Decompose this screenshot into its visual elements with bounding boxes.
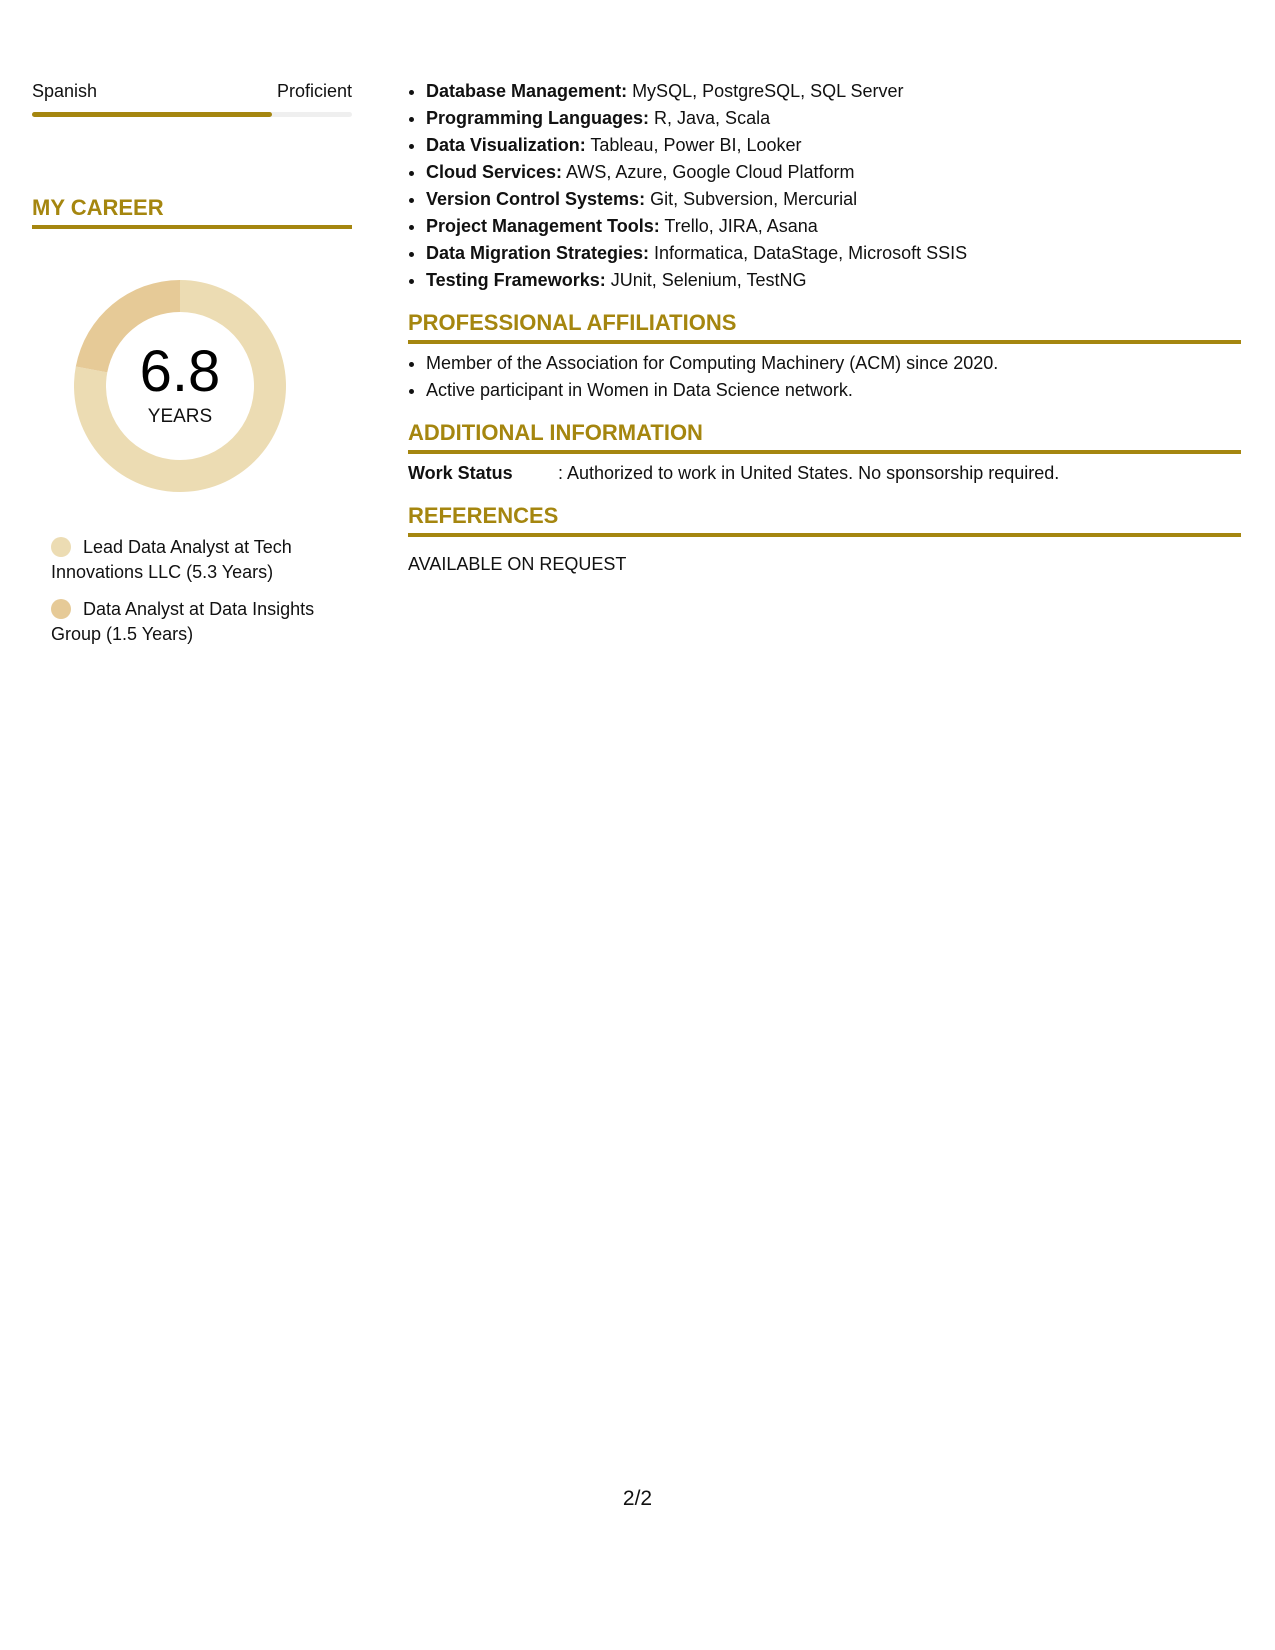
page-number: 2/2 bbox=[622, 1487, 653, 1510]
left-column bbox=[32, 78, 352, 659]
skill-values: Trello, JIRA, Asana bbox=[659, 216, 818, 236]
skills-list bbox=[408, 78, 1241, 294]
legend-dot bbox=[51, 599, 71, 619]
affiliation-item: • Member of the Association for Computing Machinery (ACM) since 2020. bbox=[426, 350, 1241, 377]
skill-item bbox=[426, 186, 1241, 213]
references-section-title: REFERENCES bbox=[408, 503, 1241, 537]
skill-category: Testing Frameworks: bbox=[426, 270, 606, 290]
references-text: AVAILABLE ON REQUEST bbox=[408, 554, 627, 574]
skill-category: Cloud Services: bbox=[426, 162, 563, 182]
skill-category: Data Migration Strategies: bbox=[426, 243, 650, 263]
career-donut-chart bbox=[65, 271, 295, 501]
skill-item bbox=[426, 78, 1241, 105]
skill-item bbox=[426, 213, 1241, 240]
career-total-years: 6.8 bbox=[139, 339, 221, 404]
legend-item bbox=[51, 535, 331, 585]
skill-values: Tableau, Power BI, Looker bbox=[585, 135, 802, 155]
skill-category: Version Control Systems: bbox=[426, 189, 646, 209]
language-row bbox=[32, 78, 352, 104]
work-status-label: Work Status bbox=[408, 463, 513, 483]
right-column bbox=[408, 78, 1241, 578]
language-progress-bar bbox=[32, 112, 352, 117]
skill-category: Data Visualization: bbox=[426, 135, 586, 155]
skill-item bbox=[426, 159, 1241, 186]
skill-item bbox=[426, 267, 1241, 294]
donut-center bbox=[65, 271, 295, 501]
skill-category: Database Management: bbox=[426, 81, 628, 101]
legend-label: Data Analyst at Data Insights Group (1.5 Years) bbox=[51, 599, 315, 644]
affiliations-list bbox=[408, 350, 1241, 404]
career-total-unit: YEARS bbox=[147, 406, 213, 427]
legend-label: Lead Data Analyst at Tech Innovations LLC (5.3 Years) bbox=[51, 537, 292, 582]
skill-item bbox=[426, 105, 1241, 132]
skill-values: MySQL, PostgreSQL, SQL Server bbox=[627, 81, 904, 101]
additional-info-section-title: ADDITIONAL INFORMATION bbox=[408, 420, 1241, 454]
affiliation-item: • Active participant in Women in Data Science network. bbox=[426, 377, 1241, 404]
skill-category: Programming Languages: bbox=[426, 108, 650, 128]
affiliations-section-title: PROFESSIONAL AFFILIATIONS bbox=[408, 310, 1241, 344]
skill-category: Project Management Tools: bbox=[426, 216, 660, 236]
career-section-title: MY CAREER bbox=[32, 195, 352, 229]
skill-values: JUnit, Selenium, TestNG bbox=[605, 270, 807, 290]
language-level: Proficient bbox=[276, 81, 352, 101]
legend-dot bbox=[51, 537, 71, 557]
skill-values: Informatica, DataStage, Microsoft SSIS bbox=[649, 243, 968, 263]
work-status-value: : Authorized to work in United States. No sponsorship required. bbox=[558, 463, 1060, 483]
language-progress-fill bbox=[32, 112, 272, 117]
skill-item bbox=[426, 132, 1241, 159]
skill-values: AWS, Azure, Google Cloud Platform bbox=[562, 162, 855, 182]
skill-item bbox=[426, 240, 1241, 267]
work-status-row bbox=[408, 460, 1241, 487]
language-name: Spanish bbox=[32, 81, 98, 101]
legend-item bbox=[51, 597, 331, 647]
skill-values: Git, Subversion, Mercurial bbox=[645, 189, 858, 209]
career-legend bbox=[32, 535, 331, 647]
skill-values: R, Java, Scala bbox=[649, 108, 771, 128]
